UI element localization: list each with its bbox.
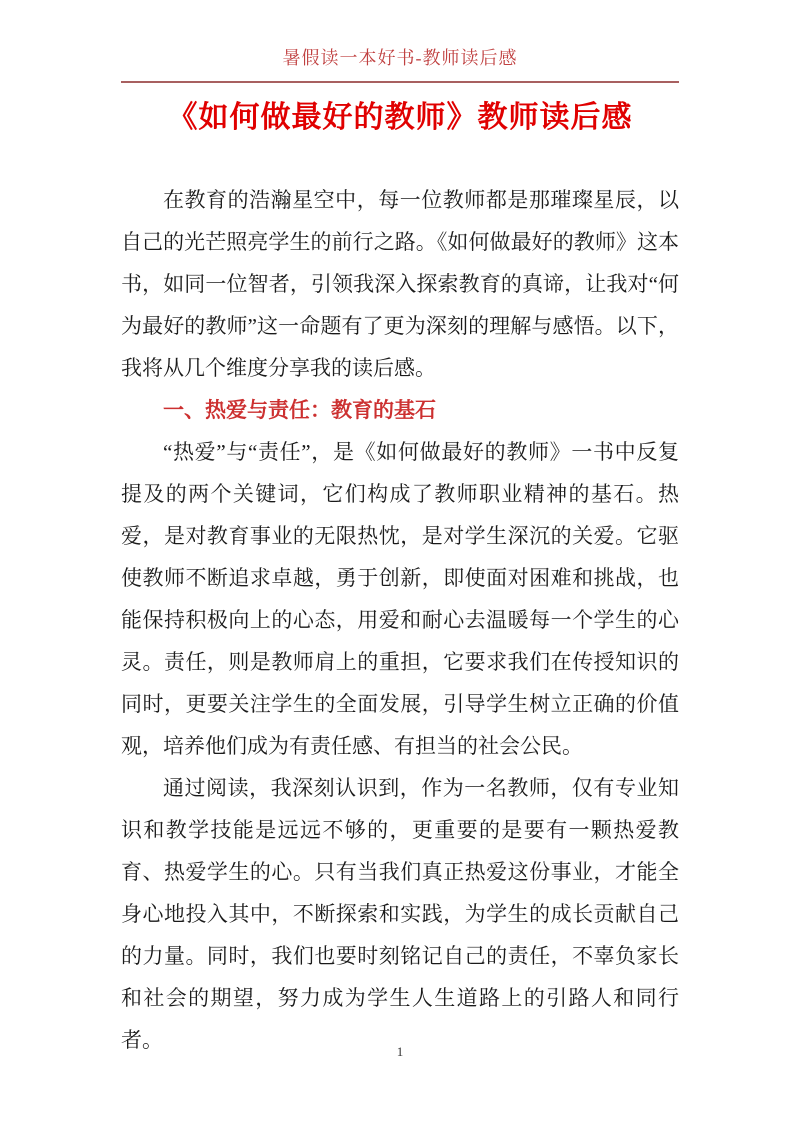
document-body — [121, 179, 679, 1061]
paragraph-section1-b: 通过阅读，我深刻认识到，作为一名教师，仅有专业知识和教学技能是远远不够的，更重要的是要有一颗热爱教育、热爱学生的心。只有当我们真正热爱这份事业，才能全身心地投入其中，不断探索和实践，为学生的成长贡献自己的力量。同时，我们也要时刻铭记自己的责任，不辜负家长和社会的期望，努力成为学生人生道路上的引路人和同行者。 — [121, 776, 679, 1052]
document-title: 《如何做最好的教师》教师读后感 — [167, 101, 633, 134]
page-header — [121, 47, 679, 83]
paragraph-intro: 在教育的浩瀚星空中，每一位教师都是那璀璨星辰，以自己的光芒照亮学生的前行之路。《如何做最好的教师》这本书，如同一位智者，引领我深入探索教育的真谛，让我对“何为最好的教师”这一命题有了更为深刻的理解与感悟。以下，我将从几个维度分享我的读后感。 — [121, 188, 679, 380]
header-title: 暑假读一本好书-教师读后感 — [282, 48, 518, 68]
page-number: 1 — [396, 1044, 404, 1059]
page-footer — [0, 1043, 800, 1061]
paragraph-section1-a: “热爱”与“责任”，是《如何做最好的教师》一书中反复提及的两个关键词，它们构成了教师职业精神的基石。热爱，是对教育事业的无限热忱，是对学生深沉的关爱。它驱使教师不断追求卓越，勇于创新，即使面对困难和挑战，也能保持积极向上的心态，用爱和耐心去温暖每一个学生的心灵。责任，则是教师肩上的重担，它要求我们在传授知识的同时，更要关注学生的全面发展，引导学生树立正确的价值观，培养他们成为有责任感、有担当的社会公民。 — [121, 440, 679, 758]
section-heading-1: 一、热爱与责任：教育的基石 — [163, 398, 436, 422]
